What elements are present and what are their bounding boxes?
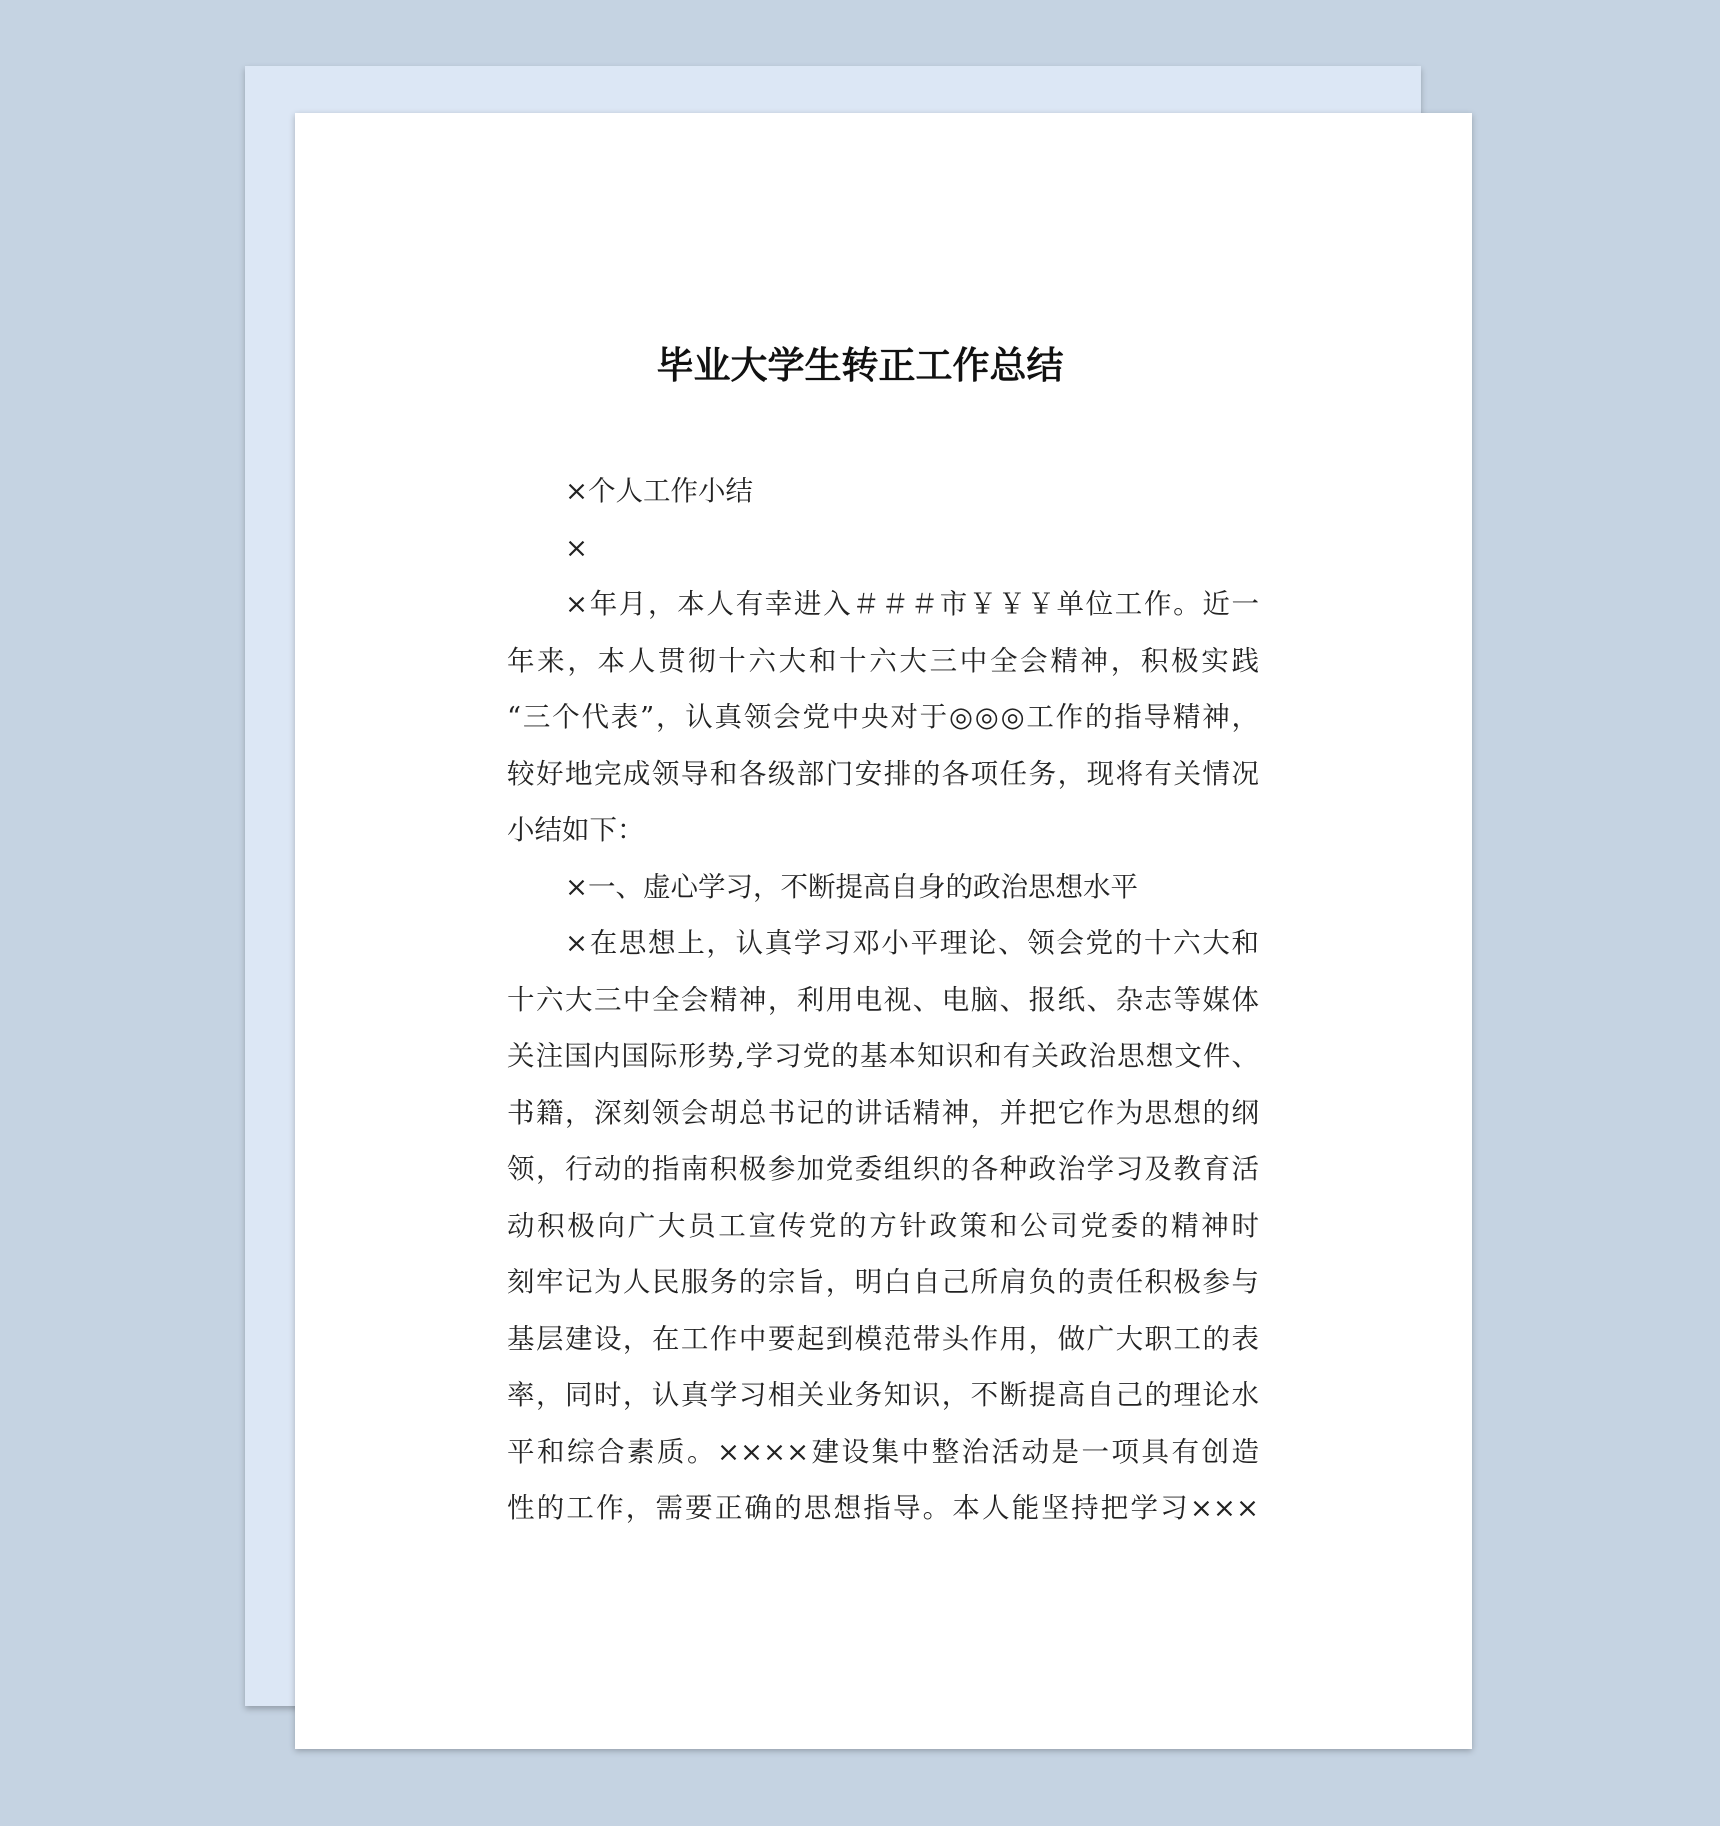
text-line: 性的工作，需要正确的思想指导。本人能坚持把学习××× (507, 1492, 1259, 1524)
text-line: 基层建设，在工作中要起到模范带头作用，做广大职工的表 (507, 1322, 1259, 1355)
text-line: ×年月，本人有幸进入＃＃＃市￥￥￥单位工作。近一 (565, 588, 1259, 620)
text-line: 动积极向广大员工宣传党的方针政策和公司党委的精神时 (507, 1209, 1259, 1242)
text-line: 较好地完成领导和各级部门安排的各项任务，现将有关情况 (507, 757, 1259, 790)
document-title: 毕业大学生转正工作总结 (656, 344, 1064, 387)
text-line: 刻牢记为人民服务的宗旨，明白自己所肩负的责任积极参与 (507, 1266, 1259, 1298)
text-line: × (565, 531, 589, 564)
text-line: 书籍，深刻领会胡总书记的讲话精神，并把它作为思想的纲 (507, 1096, 1259, 1129)
text-line: 关注国内国际形势,学习党的基本知识和有关政治思想文件、 (507, 1040, 1259, 1072)
text-line: “三个代表”，认真领会党中央对于◎◎◎工作的指导精神， (507, 701, 1259, 733)
text-line: 十六大三中全会精神，利用电视、电脑、报纸、杂志等媒体 (507, 983, 1259, 1016)
text-line: ×个人工作小结 (565, 475, 754, 507)
text-line: ×在思想上，认真学习邓小平理论、领会党的十六大和 (565, 927, 1259, 959)
text-line: 平和综合素质。××××建设集中整治活动是一项具有创造 (507, 1435, 1259, 1468)
text-line: ×一、虚心学习，不断提高自身的政治思想水平 (565, 870, 1139, 903)
text-line: 年来，本人贯彻十六大和十六大三中全会精神，积极实践 (507, 644, 1259, 677)
document-body (507, 470, 1259, 1544)
text-line: 率，同时，认真学习相关业务知识，不断提高自己的理论水 (507, 1379, 1259, 1411)
text-line: 小结如下： (507, 814, 645, 846)
text-line: 领，行动的指南积极参加党委组织的各种政治学习及教育活 (507, 1153, 1259, 1185)
